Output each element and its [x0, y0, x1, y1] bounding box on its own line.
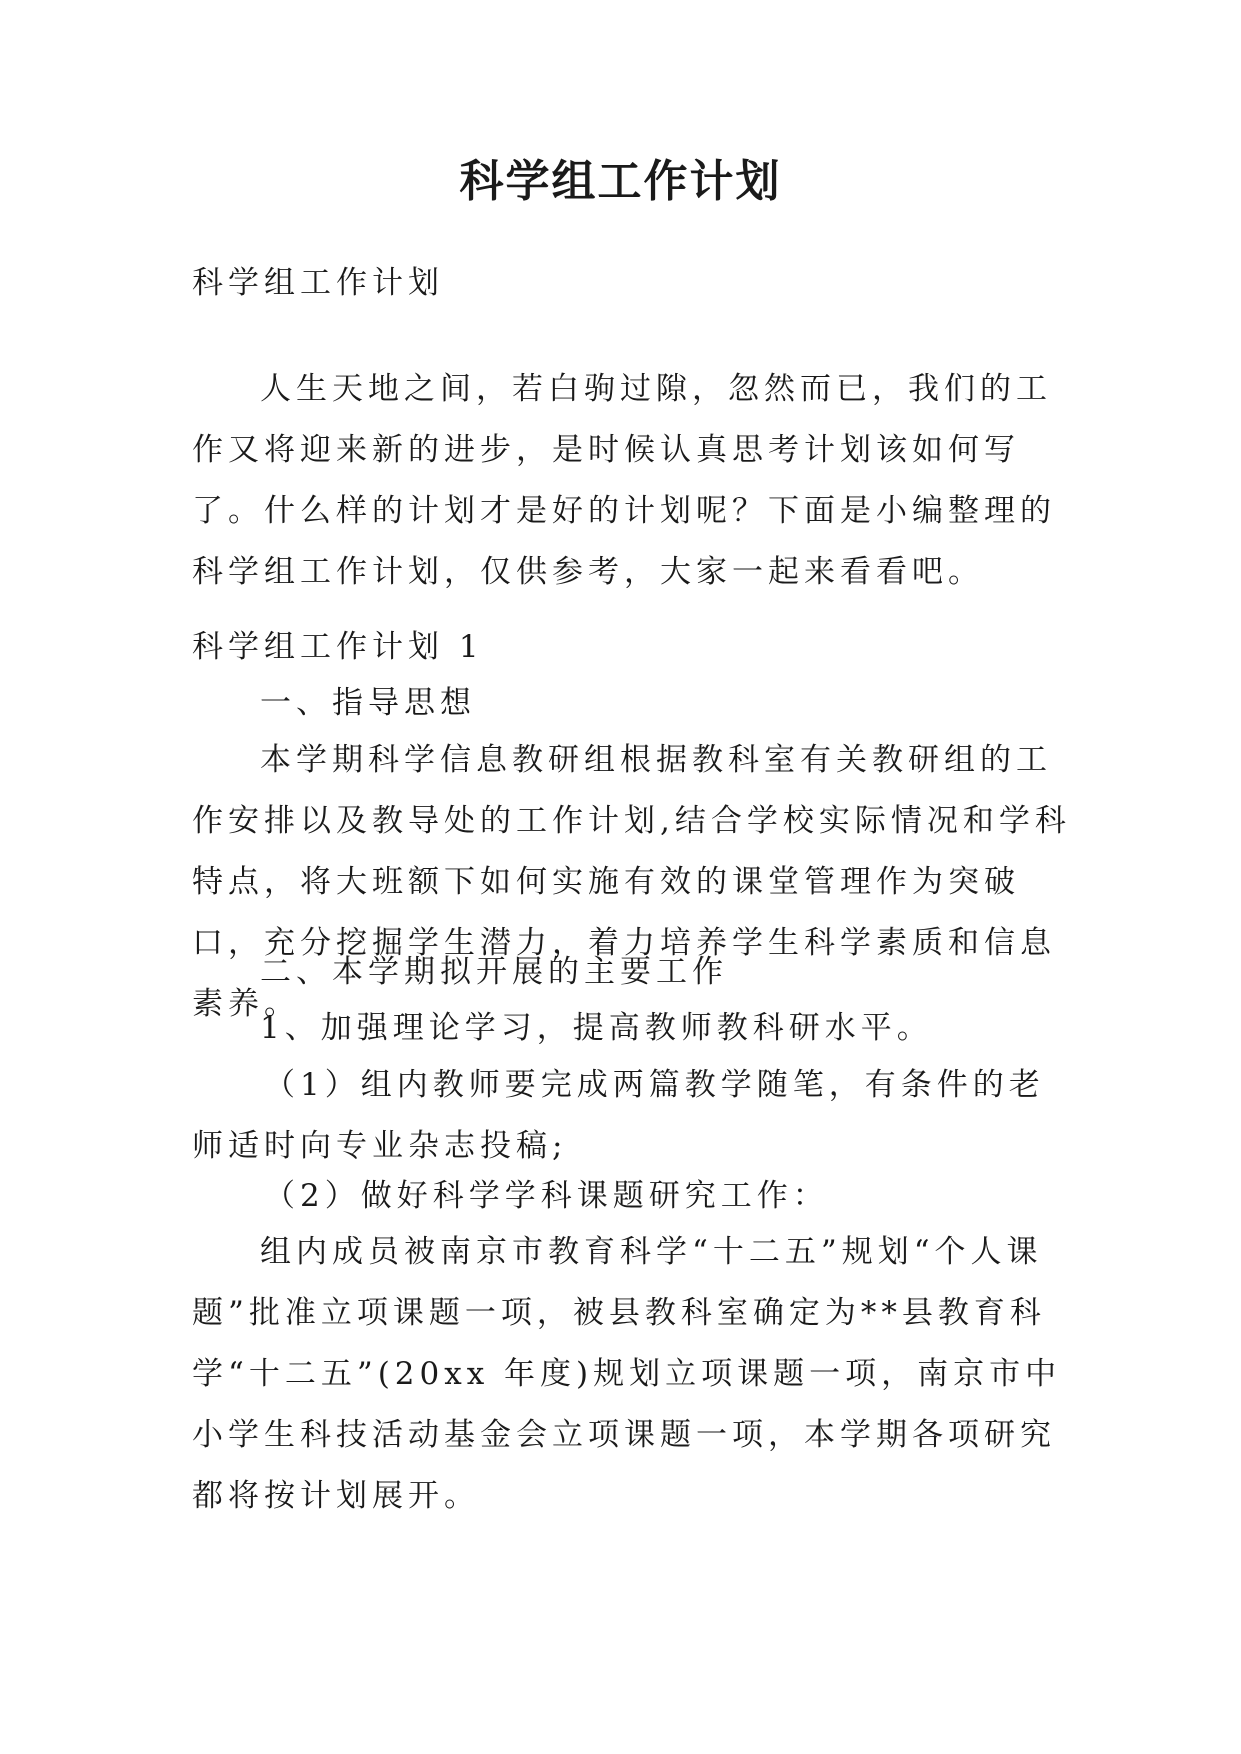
- paragraph-guiding-ideology: 本学期科学信息教研组根据教科室有关教研组的工作安排以及教导处的工作计划,结合学校实际情况和学科特点，将大班额下如何实施有效的课堂管理作为突破口，充分挖掘学生潜力，着力培养学生科学素质和信息素养。: [192, 742, 1071, 1022]
- intro-paragraph: 人生天地之间，若白驹过隙，忽然而已，我们的工作又将迎来新的进步，是时候认真思考计划该如何写了。什么样的计划才是好的计划呢？下面是小编整理的科学组工作计划，仅供参考，大家一起来看看吧。: [192, 371, 1056, 590]
- document-title: 科学组工作计划: [459, 156, 782, 207]
- section-title: 科学组工作计划 1: [192, 629, 484, 665]
- heading-main-work: 二、本学期拟开展的主要工作: [260, 954, 728, 990]
- document-subtitle: 科学组工作计划: [192, 265, 444, 301]
- list-item-1: 1、加强理论学习，提高教师教科研水平。: [260, 1010, 933, 1046]
- list-item-1-1: （1）组内教师要完成两篇教学随笔，有条件的老师适时向专业杂志投稿;: [192, 1067, 1045, 1164]
- heading-guiding-ideology: 一、指导思想: [260, 685, 476, 721]
- list-item-1-2: （2）做好科学学科课题研究工作：: [264, 1178, 829, 1214]
- paragraph-research: 组内成员被南京市教育科学“十二五”规划“个人课题”批准立项课题一项，被县教科室确定为**县教育科学“十二五”(20xx 年度)规划立项课题一项，南京市中小学生科技活动基金会立项课题一项，本学期各项研究都将按计划展开。: [192, 1234, 1062, 1514]
